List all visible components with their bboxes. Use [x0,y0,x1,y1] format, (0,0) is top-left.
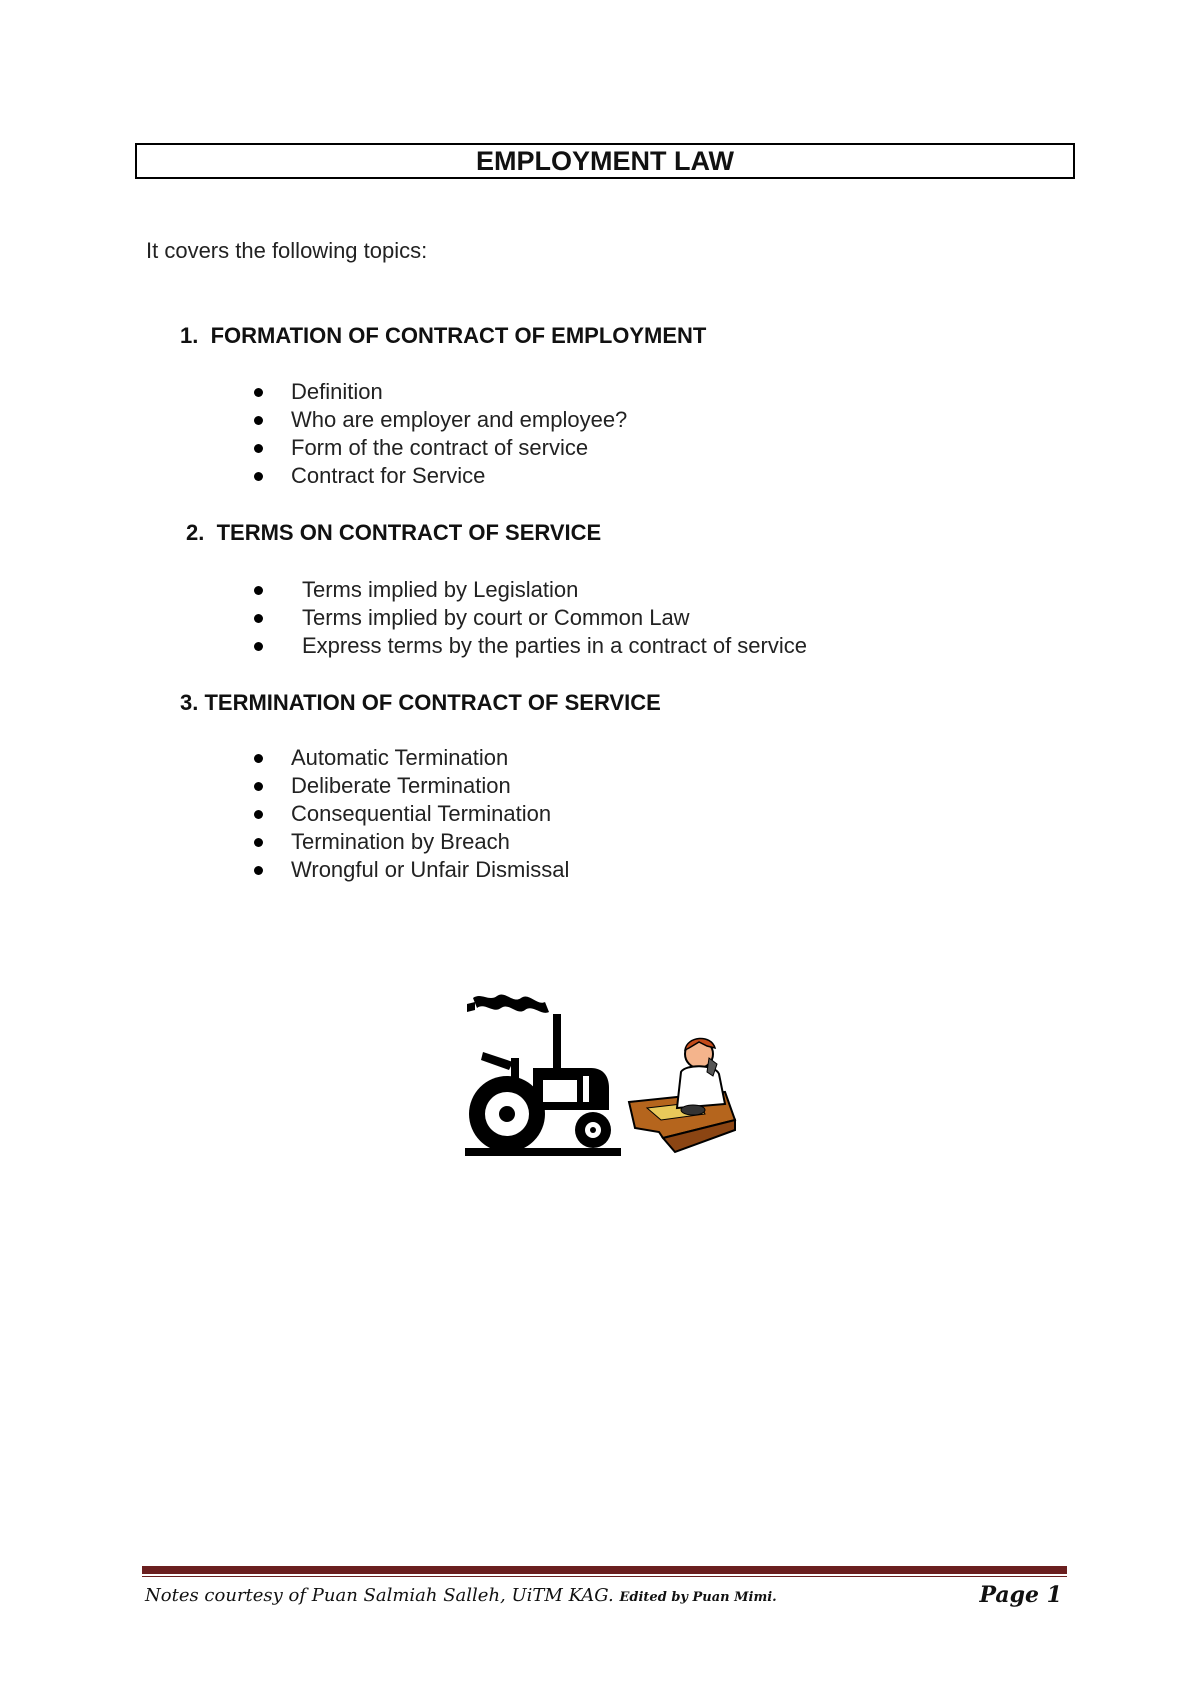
list-item: Contract for Service [252,462,627,490]
bullet-icon [254,838,263,847]
list-item: Form of the contract of service [252,434,627,462]
section-heading-1 [180,323,706,349]
section-title: FORMATION OF CONTRACT OF EMPLOYMENT [210,323,707,348]
section-number: 2. [186,520,205,545]
bullet-icon [254,782,263,791]
document-title: EMPLOYMENT LAW [135,143,1075,179]
footer-rule-thin [142,1576,1067,1577]
section-number: 1. [180,323,199,348]
bullet-icon [254,444,263,453]
section-2-list [252,576,807,660]
bullet-icon [254,810,263,819]
intro-text: It covers the following topics: [146,238,428,263]
list-item: Terms implied by court or Common Law [252,604,807,632]
bullet-icon [254,472,263,481]
footer-rule [142,1566,1067,1574]
list-item: Who are employer and employee? [252,406,627,434]
footer-editor-text: Edited by Puan Mimi. [619,1590,777,1605]
tractor-and-office-worker-icon [463,992,753,1167]
list-item: Termination by Breach [252,828,569,856]
section-1-list [252,378,627,490]
list-item: Wrongful or Unfair Dismissal [252,856,569,884]
list-item: Definition [252,378,627,406]
bullet-icon [254,586,263,595]
page-number: Page 1 [979,1582,1062,1608]
footer-credit-text: Notes courtesy of Puan Salmiah Salleh, UiTM KAG. [145,1585,614,1606]
bullet-icon [254,754,263,763]
section-title: TERMS ON CONTRACT OF SERVICE [216,520,602,545]
bullet-icon [254,388,263,397]
list-item: Terms implied by Legislation [252,576,807,604]
bullet-icon [254,614,263,623]
list-item: Deliberate Termination [252,772,569,800]
list-item: Consequential Termination [252,800,569,828]
footer-credit [145,1585,777,1606]
bullet-icon [254,866,263,875]
section-heading-3 [180,690,661,716]
bullet-icon [254,416,263,425]
section-title: TERMINATION OF CONTRACT OF SERVICE [204,690,661,715]
section-number: 3. [180,690,199,715]
section-3-list [252,744,569,884]
bullet-icon [254,642,263,651]
section-heading-2 [186,520,601,546]
list-item: Express terms by the parties in a contract of service [252,632,807,660]
list-item: Automatic Termination [252,744,569,772]
